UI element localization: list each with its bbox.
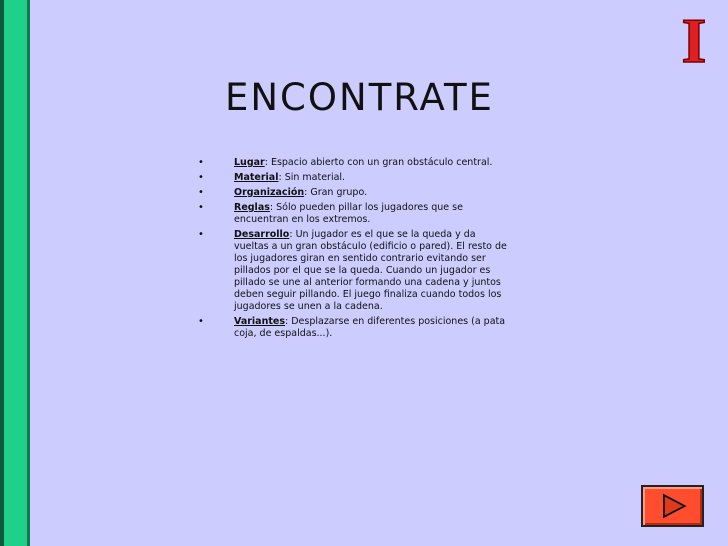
item-text: : Sólo pueden pillar los jugadores que se encuentran en los extremos. — [234, 202, 463, 225]
bullet-icon: • — [198, 172, 204, 183]
list-item — [198, 229, 508, 313]
item-term: Organización — [234, 187, 305, 198]
svg-text:I: I — [681, 8, 707, 66]
item-text: : Sin material. — [278, 172, 346, 183]
item-term: Material — [234, 172, 279, 183]
bullet-icon: • — [198, 157, 204, 168]
left-decorative-bar — [0, 0, 30, 546]
list-item — [198, 202, 508, 226]
bullet-icon: • — [198, 316, 204, 327]
item-term: Lugar — [234, 157, 265, 168]
play-triangle-icon — [643, 487, 702, 525]
bullet-icon: • — [198, 229, 204, 240]
item-term: Desarrollo — [234, 229, 290, 240]
slide-title: ENCONTRATE — [225, 76, 494, 119]
item-text: : Desplazarse en diferentes posiciones (a pata coja, de espaldas...). — [234, 316, 506, 339]
item-text: : Un jugador es el que se la queda y da vueltas a un gran obstáculo (edificio o pared). El resto de los jugadores giran en sentido contrario evitando ser pillados por el que se la queda. Cuando un jugador es pillado se une al anterior formando una cadena y juntos deben seguir pillando. El juego finaliza cuando todos los jugadores se unen a la cadena. — [234, 229, 507, 312]
list-item — [198, 157, 508, 169]
list-item — [198, 172, 508, 184]
bullet-icon: • — [198, 187, 204, 198]
item-term: Reglas — [234, 202, 270, 213]
bullet-icon: • — [198, 202, 204, 213]
list-item — [198, 187, 508, 199]
item-term: Variantes — [234, 316, 285, 327]
logo-letter-i — [666, 8, 722, 66]
list-item — [198, 316, 508, 340]
rules-list — [198, 157, 508, 343]
next-slide-button[interactable] — [641, 485, 704, 527]
item-text: : Gran grupo. — [304, 187, 368, 198]
item-text: : Espacio abierto con un gran obstáculo central. — [264, 157, 493, 168]
